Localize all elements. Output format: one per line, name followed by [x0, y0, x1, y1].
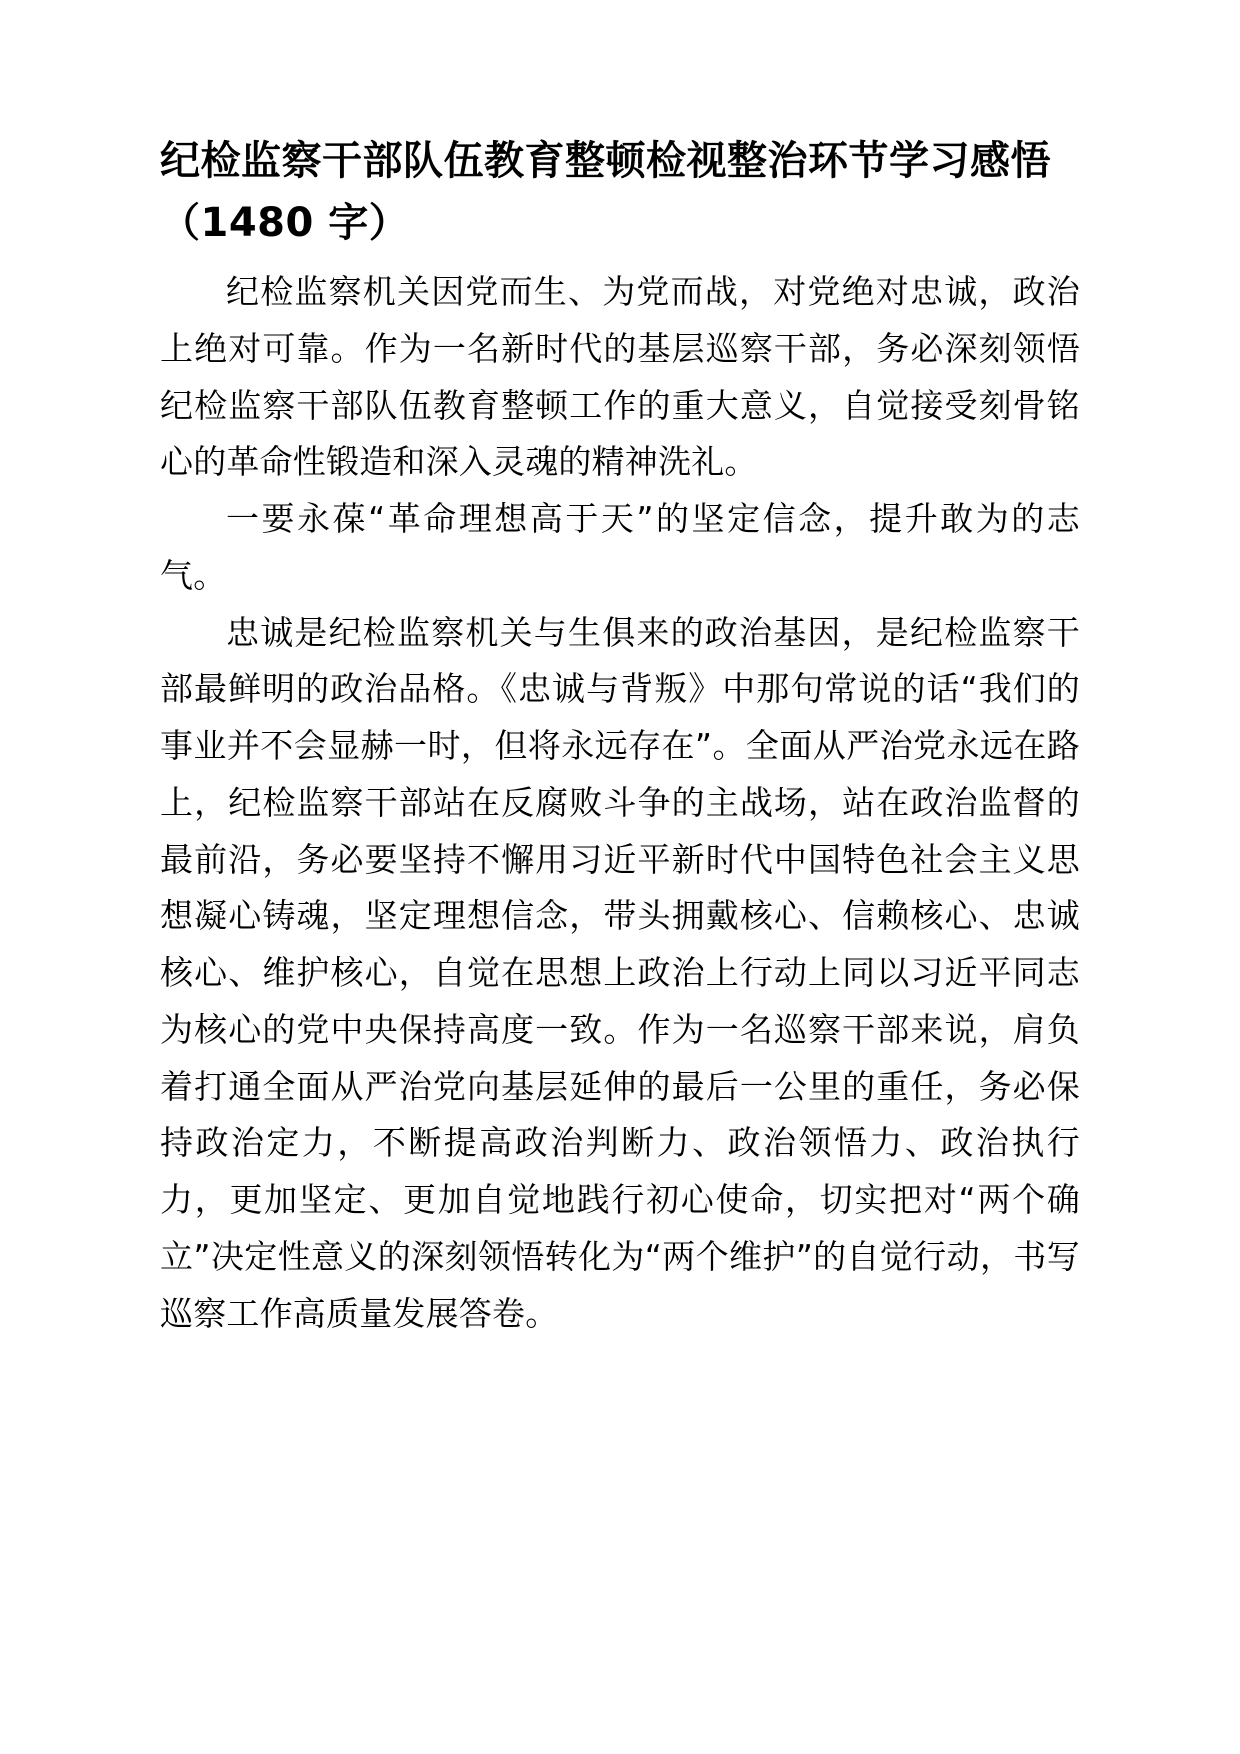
page-title: 纪检监察干部队伍教育整顿检视整治环节学习感悟（1480 字） [160, 138, 1051, 246]
paragraph: 纪检监察机关因党而生、为党而战，对党绝对忠诚，政治上绝对可靠。作为一名新时代的基层巡察干部，务必深刻领悟纪检监察干部队伍教育整顿工作的重大意义，自觉接受刻骨铭心的革命性锻造和深入灵魂的精神洗礼。 [160, 272, 1080, 482]
paragraph: 一要永葆“革命理想高于天”的坚定信念，提升敢为的志气。 [160, 499, 1080, 595]
paragraph: 忠诚是纪检监察机关与生俱来的政治基因，是纪检监察干部最鲜明的政治品格。《忠诚与背叛》中那句常说的话“我们的事业并不会显赫一时，但将永远存在”。全面从严治党永远在路上，纪检监察干部站在反腐败斗争的主战场，站在政治监督的最前沿，务必要坚持不懈用习近平新时代中国特色社会主义思想凝心铸魂，坚定理想信念，带头拥戴核心、信赖核心、忠诚核心、维护核心，自觉在思想上政治上行动上同以习近平同志为核心的党中央保持高度一致。作为一名巡察干部来说，肩负着打通全面从严治党向基层延伸的最后一公里的重任，务必保持政治定力，不断提高政治判断力、政治领悟力、政治执行力，更加坚定、更加自觉地践行初心使命，切实把对“两个确立”决定性意义的深刻领悟转化为“两个维护”的自觉行动，书写巡察工作高质量发展答卷。 [160, 612, 1080, 1333]
document-body [160, 264, 1080, 1342]
